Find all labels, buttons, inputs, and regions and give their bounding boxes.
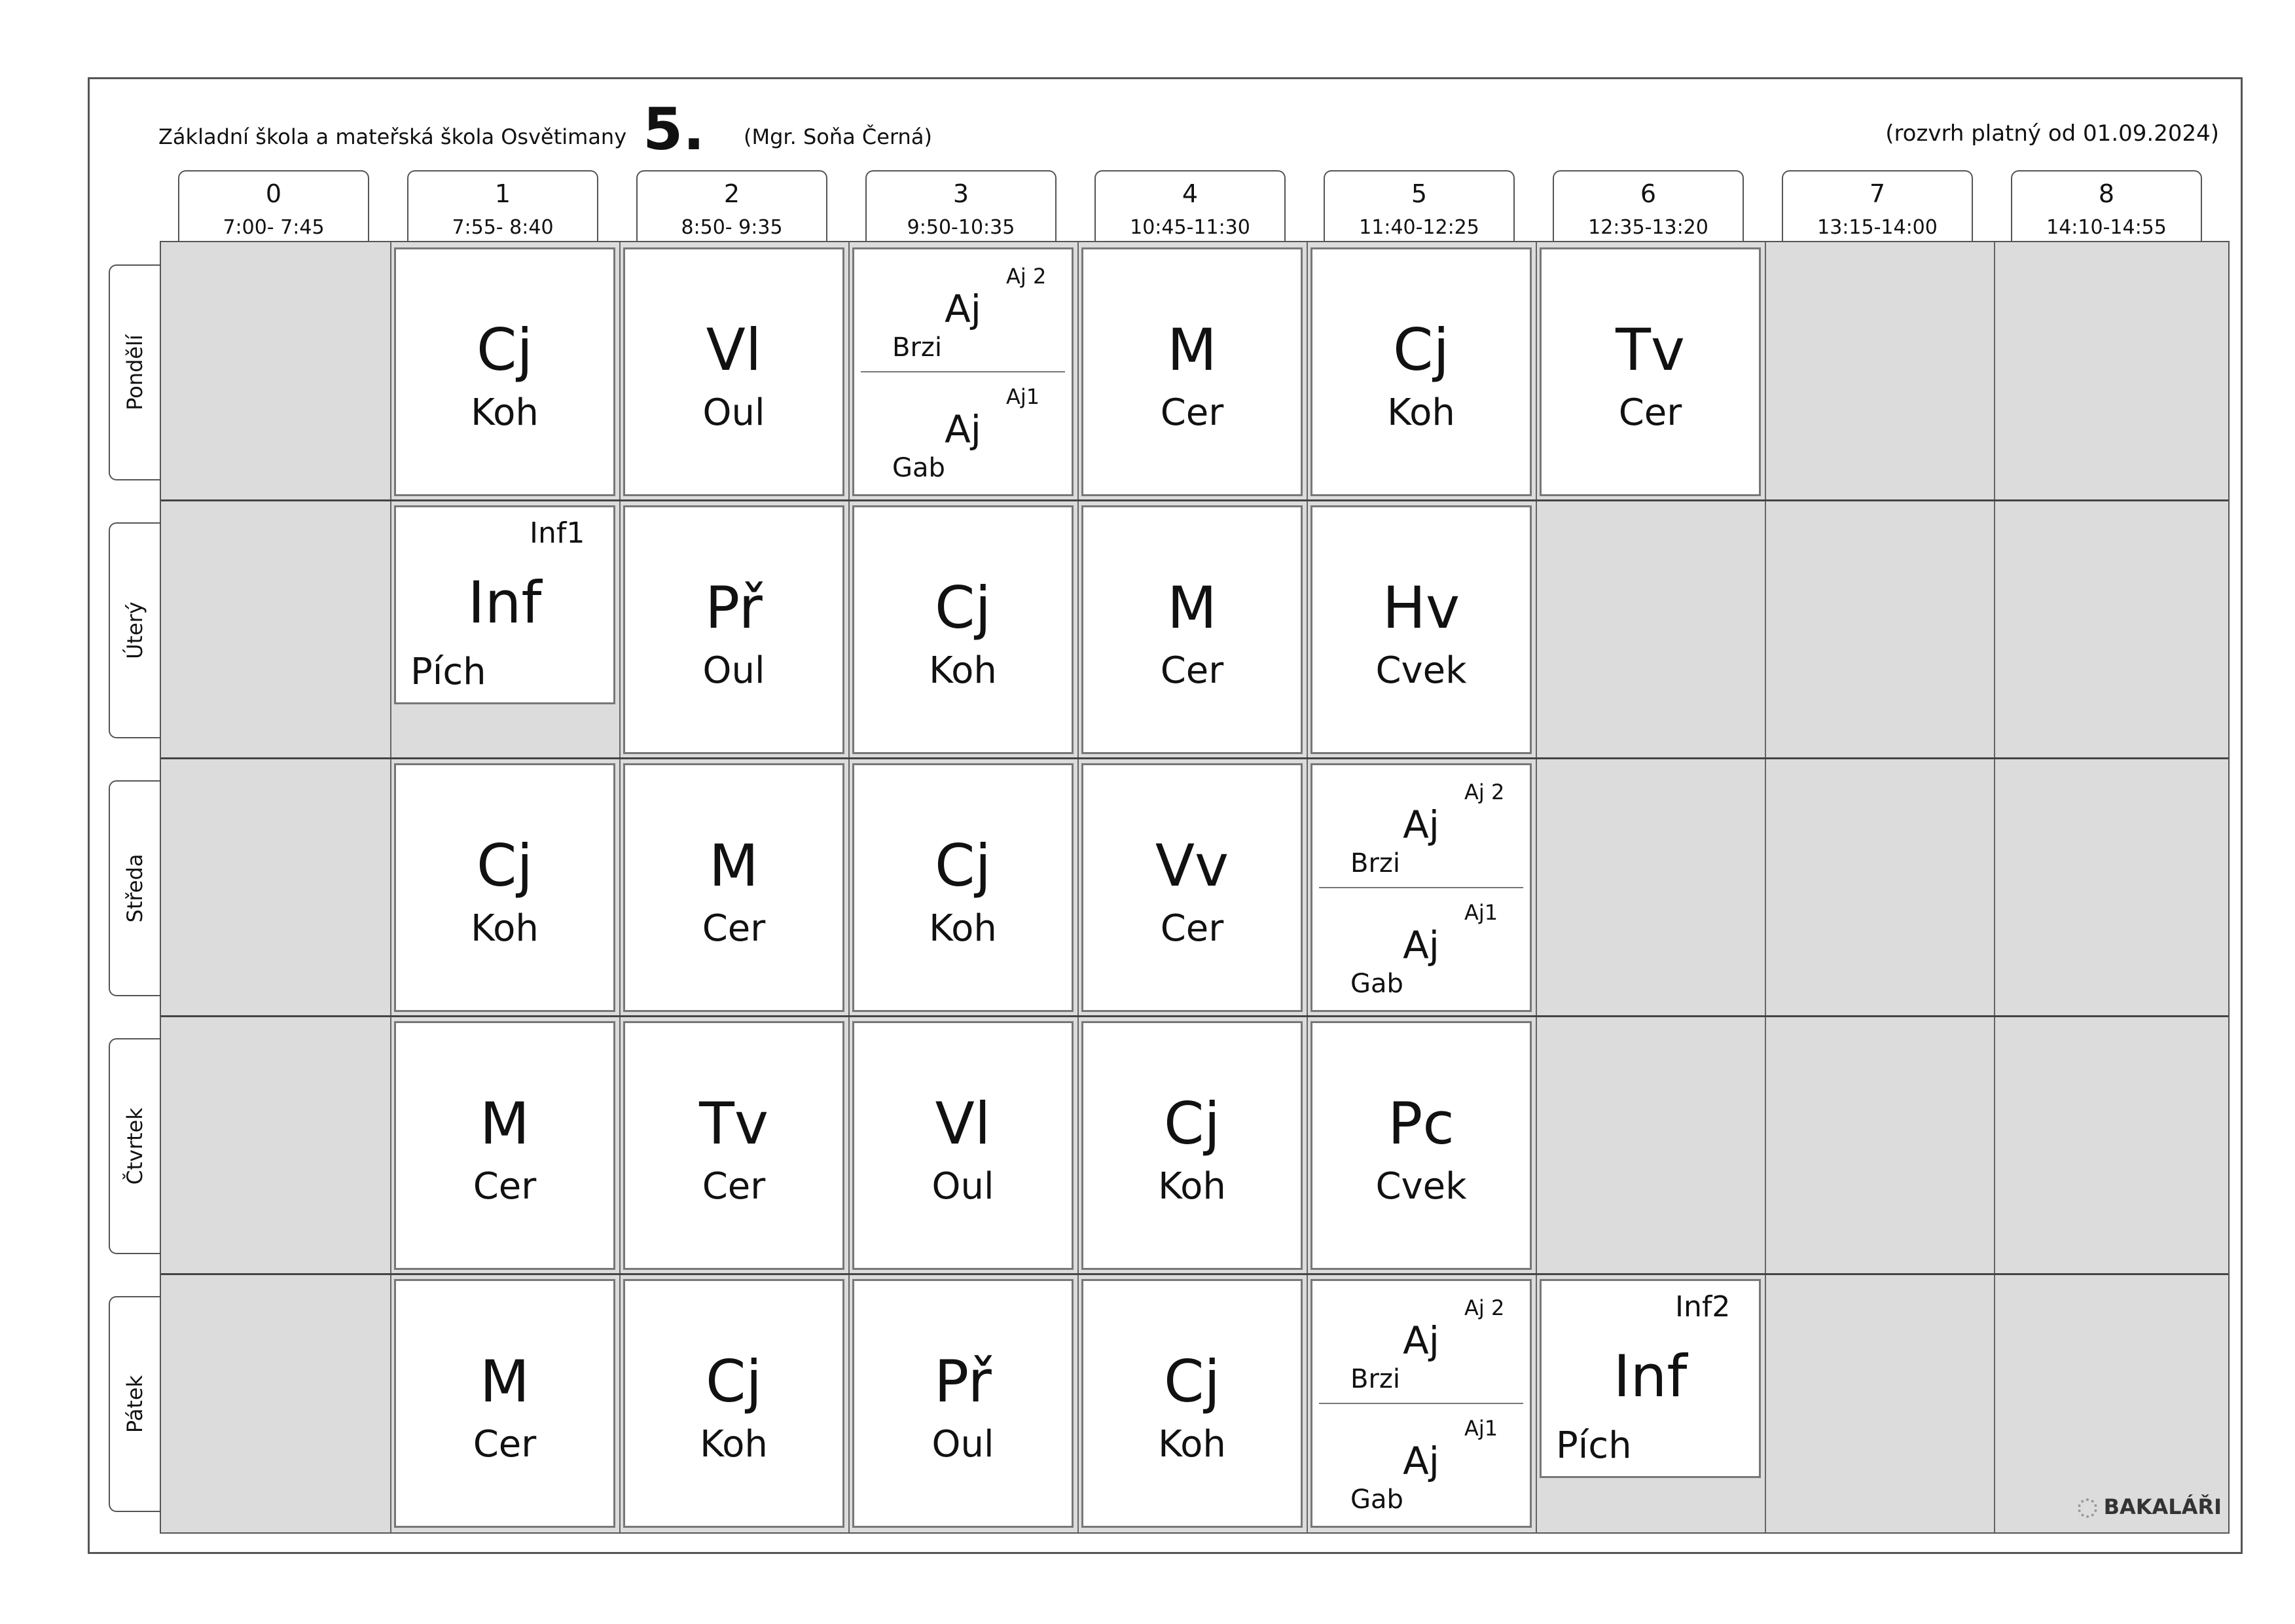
subject: Pc [1388,1090,1455,1157]
grid-divider [1536,242,1537,1532]
teacher-code: Oul [931,1423,994,1466]
group-lesson[interactable] [1319,769,1523,888]
teacher-code: Cer [473,1165,537,1208]
period-tab-0 [178,170,369,242]
grid-divider [161,499,2228,501]
subject: Aj [1403,803,1439,847]
period-tab-3 [865,170,1057,242]
lesson-cell[interactable] [394,1279,615,1528]
teacher-code: Oul [702,391,765,434]
day-label: Čtvrtek [122,1108,147,1185]
subject: Vv [1155,832,1229,899]
split-lesson-cell[interactable] [852,247,1074,496]
teacher-code: Oul [931,1165,994,1208]
subject: Tv [699,1090,768,1157]
class-teacher: (Mgr. Soňa Černá) [744,124,932,149]
group-lesson[interactable] [861,374,1065,492]
subject: Cj [1393,316,1449,384]
period-time: 11:40-12:25 [1359,216,1479,239]
subject: Aj [1403,1439,1439,1483]
subject: Inf [467,569,542,636]
grid-divider [1765,242,1766,1532]
period-number: 0 [265,179,282,208]
subject: Cj [706,1348,762,1415]
lesson-cell[interactable] [623,1279,844,1528]
lesson-cell[interactable] [394,763,615,1012]
teacher-code: Pích [410,651,486,693]
teacher-code: Cer [702,1165,766,1208]
grid-divider [619,242,621,1532]
lesson-cell[interactable] [1081,1021,1303,1270]
period-time: 10:45-11:30 [1130,216,1250,239]
grid-divider [848,242,850,1532]
subject: M [1167,574,1217,641]
lesson-cell[interactable] [852,1021,1074,1270]
subject: M [1167,316,1217,384]
period-tab-2 [636,170,827,242]
grid-divider [390,242,391,1532]
day-tab-tuesday [109,522,160,738]
subject: Př [934,1348,992,1415]
group-lesson[interactable] [1540,1279,1761,1478]
lesson-cell[interactable] [394,1021,615,1270]
teacher-code: Cer [473,1423,537,1466]
day-tab-wednesday [109,780,160,996]
teacher-code: Gab [892,453,945,483]
teacher-code: Koh [700,1423,768,1466]
lesson-cell[interactable] [1540,247,1761,496]
group-label: Aj1 [1006,384,1040,409]
group-lesson[interactable] [861,253,1065,372]
teacher-code: Cer [1160,391,1224,434]
period-tab-7 [1782,170,1973,242]
period-time: 9:50-10:35 [907,216,1015,239]
group-lesson[interactable] [1319,890,1523,1007]
subject: Aj [945,287,981,331]
lesson-cell[interactable] [1081,1279,1303,1528]
subject: Tv [1616,316,1685,384]
teacher-code: Gab [1350,969,1403,999]
subject: Aj [1403,1318,1439,1363]
day-label: Úterý [122,602,147,659]
period-number: 4 [1182,179,1199,208]
group-lesson[interactable] [1319,1285,1523,1404]
subject: Aj [1403,923,1439,967]
period-time: 14:10-14:55 [2046,216,2167,239]
subject: Cj [1164,1348,1220,1415]
timetable-grid [160,241,2230,1534]
teacher-code: Koh [929,907,997,950]
subject: Cj [477,316,533,384]
teacher-code: Brzi [1350,1364,1400,1394]
lesson-cell[interactable] [852,1279,1074,1528]
teacher-code: Koh [471,391,539,434]
subject: M [480,1090,530,1157]
grid-divider [1994,242,1995,1532]
lesson-cell[interactable] [623,1021,844,1270]
subject: Cj [477,832,533,899]
period-tab-4 [1094,170,1286,242]
logo-text: BAKALÁŘI [2103,1494,2222,1519]
teacher-code: Cvek [1375,649,1467,692]
subject: Hv [1382,574,1460,641]
lesson-cell[interactable] [623,247,844,496]
day-tab-monday [109,264,160,480]
grid-divider [161,1015,2228,1017]
teacher-code: Koh [1158,1423,1226,1466]
split-lesson-cell[interactable] [1310,763,1532,1012]
subject: M [480,1348,530,1415]
period-time: 12:35-13:20 [1588,216,1708,239]
day-tab-friday [109,1296,160,1512]
lesson-cell[interactable] [1310,505,1532,754]
teacher-code: Koh [929,649,997,692]
period-tab-1 [407,170,598,242]
subject: Cj [935,574,991,641]
lesson-cell[interactable] [1081,247,1303,496]
grid-divider [1077,242,1079,1532]
lesson-cell[interactable] [1081,763,1303,1012]
lesson-cell[interactable] [394,247,615,496]
subject: Aj [945,407,981,452]
lesson-cell[interactable] [852,505,1074,754]
subject: Vl [935,1090,991,1157]
grid-divider [161,1273,2228,1275]
teacher-code: Brzi [1350,848,1400,878]
lesson-cell[interactable] [1310,247,1532,496]
group-label: Aj 2 [1464,1295,1505,1320]
period-number: 8 [2098,179,2115,208]
subject: Vl [706,316,762,384]
period-tab-8 [2011,170,2202,242]
lesson-cell[interactable] [1081,505,1303,754]
subject: M [709,832,759,899]
period-time: 7:55- 8:40 [452,216,554,239]
gear-icon [2078,1498,2097,1518]
subject: Př [705,574,763,641]
period-number: 3 [952,179,969,208]
period-number: 6 [1640,179,1657,208]
teacher-code: Brzi [892,333,942,363]
group-label: Aj 2 [1006,264,1047,289]
teacher-code: Cer [1160,907,1224,950]
teacher-code: Cvek [1375,1165,1467,1208]
group-label: Inf1 [530,516,585,550]
teacher-code: Koh [1158,1165,1226,1208]
bakalari-logo [2078,1494,2222,1519]
class-name: 5. [643,96,705,163]
period-time: 13:15-14:00 [1817,216,1938,239]
teacher-code: Koh [1387,391,1455,434]
grid-divider [161,757,2228,759]
teacher-code: Gab [1350,1485,1403,1515]
period-number: 5 [1411,179,1428,208]
grid-divider [1307,242,1308,1532]
period-number: 2 [723,179,740,208]
group-lesson[interactable] [394,505,615,704]
period-tab-5 [1324,170,1515,242]
group-label: Aj1 [1464,900,1498,925]
teacher-code: Cer [702,907,766,950]
subject: Inf [1613,1343,1688,1410]
period-time: 7:00- 7:45 [223,216,325,239]
school-name: Základní škola a mateřská škola Osvětimany [158,124,627,149]
group-label: Aj 2 [1464,780,1505,804]
teacher-code: Oul [702,649,765,692]
lesson-cell[interactable] [623,763,844,1012]
day-label: Pátek [122,1375,147,1434]
group-lesson[interactable] [1319,1405,1523,1523]
day-label: Středa [122,854,147,923]
split-lesson-cell[interactable] [1310,1279,1532,1528]
subject: Cj [935,832,991,899]
day-tab-thursday [109,1038,160,1254]
lesson-cell[interactable] [623,505,844,754]
period-time: 8:50- 9:35 [681,216,783,239]
teacher-code: Koh [471,907,539,950]
period-number: 1 [494,179,511,208]
group-label: Aj1 [1464,1416,1498,1441]
validity-date: (rozvrh platný od 01.09.2024) [1885,120,2219,147]
period-number: 7 [1869,179,1886,208]
group-label: Inf2 [1675,1290,1731,1324]
lesson-cell[interactable] [1310,1021,1532,1270]
period-tab-6 [1553,170,1744,242]
teacher-code: Pích [1556,1424,1632,1467]
teacher-code: Cer [1618,391,1682,434]
lesson-cell[interactable] [852,763,1074,1012]
subject: Cj [1164,1090,1220,1157]
day-label: Pondělí [122,334,147,410]
teacher-code: Cer [1160,649,1224,692]
